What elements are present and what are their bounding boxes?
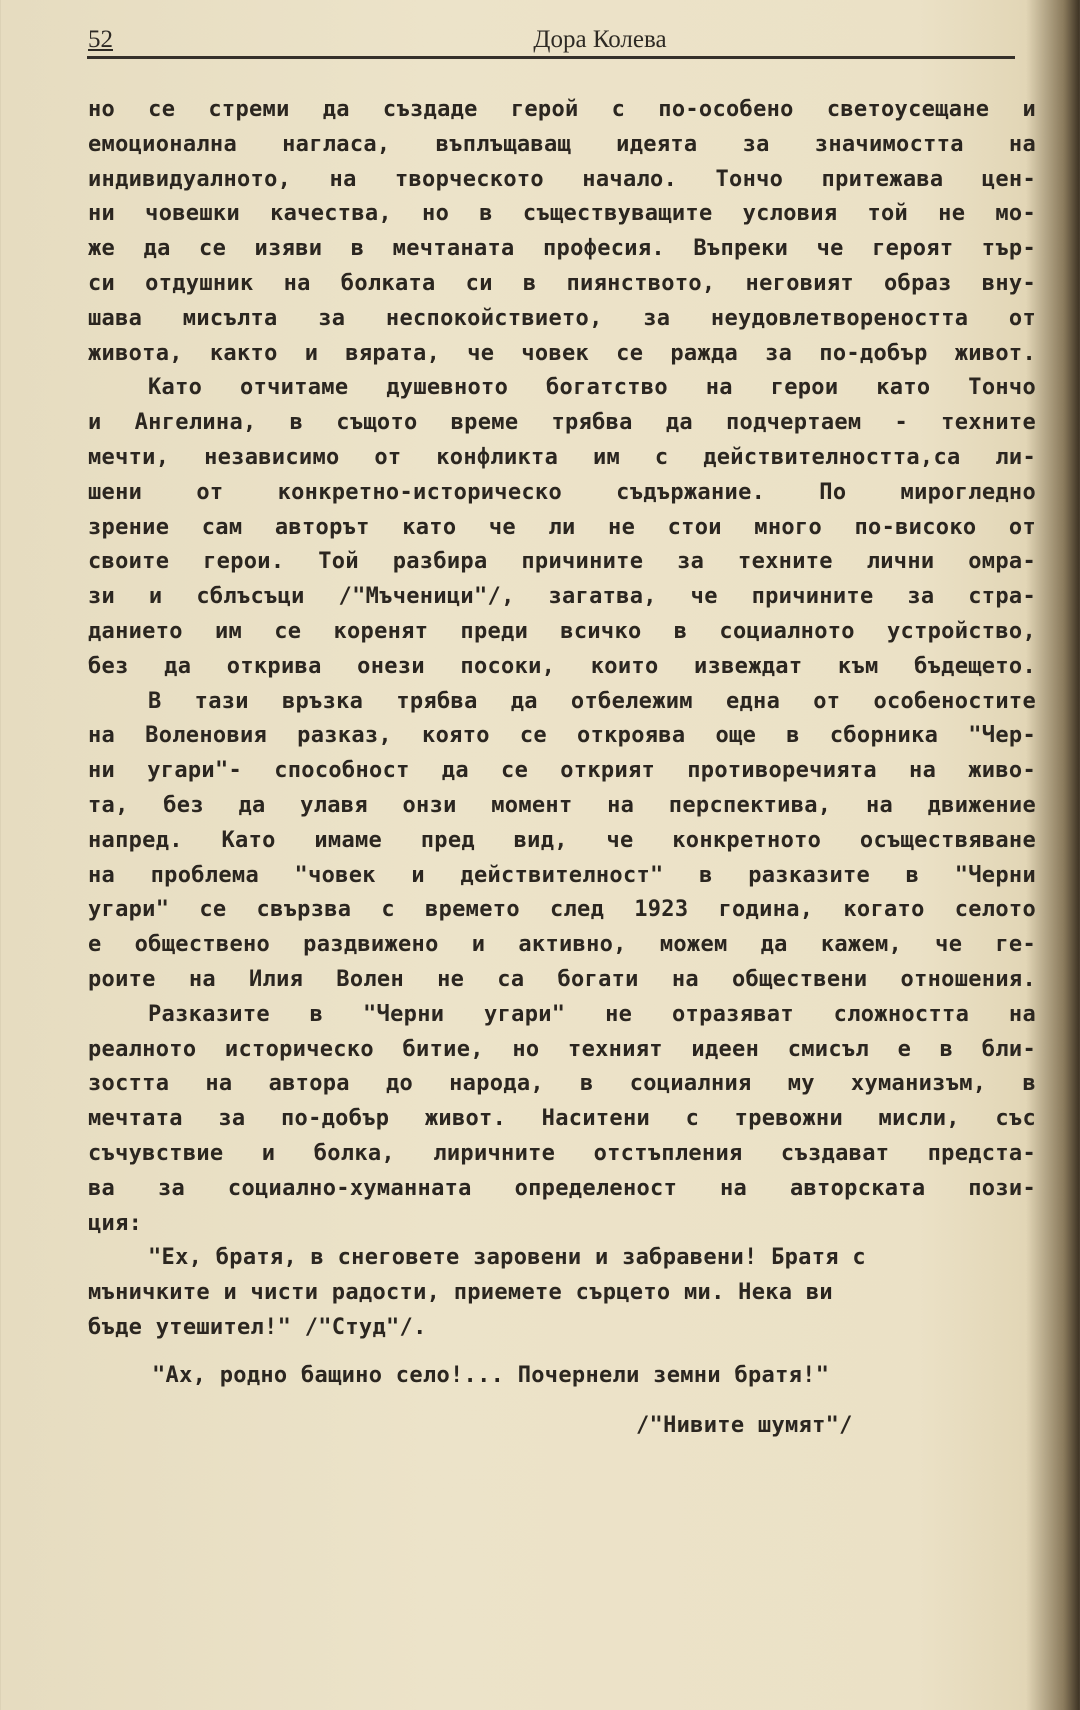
text-line: роите на Илия Волен не са богати на обществени отношения. xyxy=(88,967,1036,992)
text-line: мъничките и чисти радости, приемете сърцето ми. Нека ви xyxy=(88,1280,833,1306)
text-line: живота, както и вярата, че човек се ражда за по-добър живот. xyxy=(88,340,1036,366)
text-line: В тази връзка трябва да отбележим една от особеностите xyxy=(148,688,1036,714)
text-line: напред. Като имаме пред вид, че конкретното осъществяване xyxy=(88,827,1036,853)
text-line: на Воленовия разказ, която се откроява още в сборника "Чер- xyxy=(88,723,1036,749)
text-line: си отдушник на болката си в пиянството, неговият образ вну- xyxy=(88,271,1036,296)
text-line: та, без да улавя онзи момент на перспектива, на движение xyxy=(88,793,1036,818)
page-number: 52 xyxy=(88,26,113,53)
text-line: емоционална нагласа, въплъщаващ идеята за значимостта на xyxy=(88,131,1036,157)
text-line: мечти, независимо от конфликта им с действителността,са ли- xyxy=(88,445,1036,470)
running-header-author: Дора Колева xyxy=(533,26,667,53)
text-line: ни човешки качества, но в съществуващите условия той не мо- xyxy=(88,201,1036,227)
text-line: зрение сам авторът като че ли не стои много по-високо от xyxy=(88,514,1036,540)
text-line: съчувствие и болка, лиричните отстъпления създават предста- xyxy=(88,1141,1036,1166)
text-line: ция: xyxy=(88,1210,143,1236)
text-line: угари" се свързва с времето след 1923 година, когато селото xyxy=(88,897,1036,923)
text-line: же да се изяви в мечтаната професия. Въпреки че героят тър- xyxy=(88,236,1036,262)
text-line: без да открива онези посоки, които извеждат към бъдещето. xyxy=(88,653,1036,679)
text-line: индивидуалното, на творческото начало. Тончо притежава цен- xyxy=(88,166,1036,192)
text-line: ни угари"- способност да се открият противоречията на живо- xyxy=(88,758,1036,784)
text-line: своите герои. Той разбира причините за техните лични омра- xyxy=(88,549,1036,575)
text-line: но се стреми да създаде герой с по-особено светоусещане и xyxy=(88,97,1036,122)
text-line: шени от конкретно-историческо съдържание. По мирогледно xyxy=(88,479,1036,505)
text-line: зи и сблъсъци /"Мъченици"/, загатва, че причините за стра- xyxy=(88,584,1036,610)
text-line: на проблема "човек и действителност" в разказите в "Черни xyxy=(88,862,1036,888)
text-line: Разказите в "Черни угари" не отразяват сложността на xyxy=(148,1001,1036,1027)
text-line: реалното историческо битие, но техният идеен смисъл е в бли- xyxy=(88,1036,1036,1062)
text-line: Като отчитаме душевното богатство на герои като Тончо xyxy=(148,375,1036,401)
text-line: шава мисълта за неспокойствието, за неудовлетвореността от xyxy=(88,305,1036,331)
header-rule xyxy=(87,56,1015,59)
text-line: е обществено раздвижено и активно, можем да кажем, че ге- xyxy=(88,932,1036,958)
text-line: бъде утешител!" /"Студ"/. xyxy=(88,1315,427,1340)
text-line: зостта на автора до народа, в социалния му хуманизъм, в xyxy=(88,1071,1036,1097)
text-line: и Ангелина, в същото време трябва да подчертаем - техните xyxy=(88,410,1036,436)
quote-line: "Ах, родно бащино село!... Почернели земни братя!" xyxy=(152,1363,830,1388)
text-line: ва за социално-хуманната определеност на авторската пози- xyxy=(88,1175,1036,1201)
text-line: "Ех, братя, в снеговете заровени и забравени! Братя с xyxy=(148,1245,866,1271)
quote-source: /"Нивите шумят"/ xyxy=(636,1413,853,1438)
text-line: мечтата за по-добър живот. Наситени с тревожни мисли, със xyxy=(88,1106,1036,1132)
text-line: данието им се коренят преди всичко в социалното устройство, xyxy=(88,619,1036,644)
